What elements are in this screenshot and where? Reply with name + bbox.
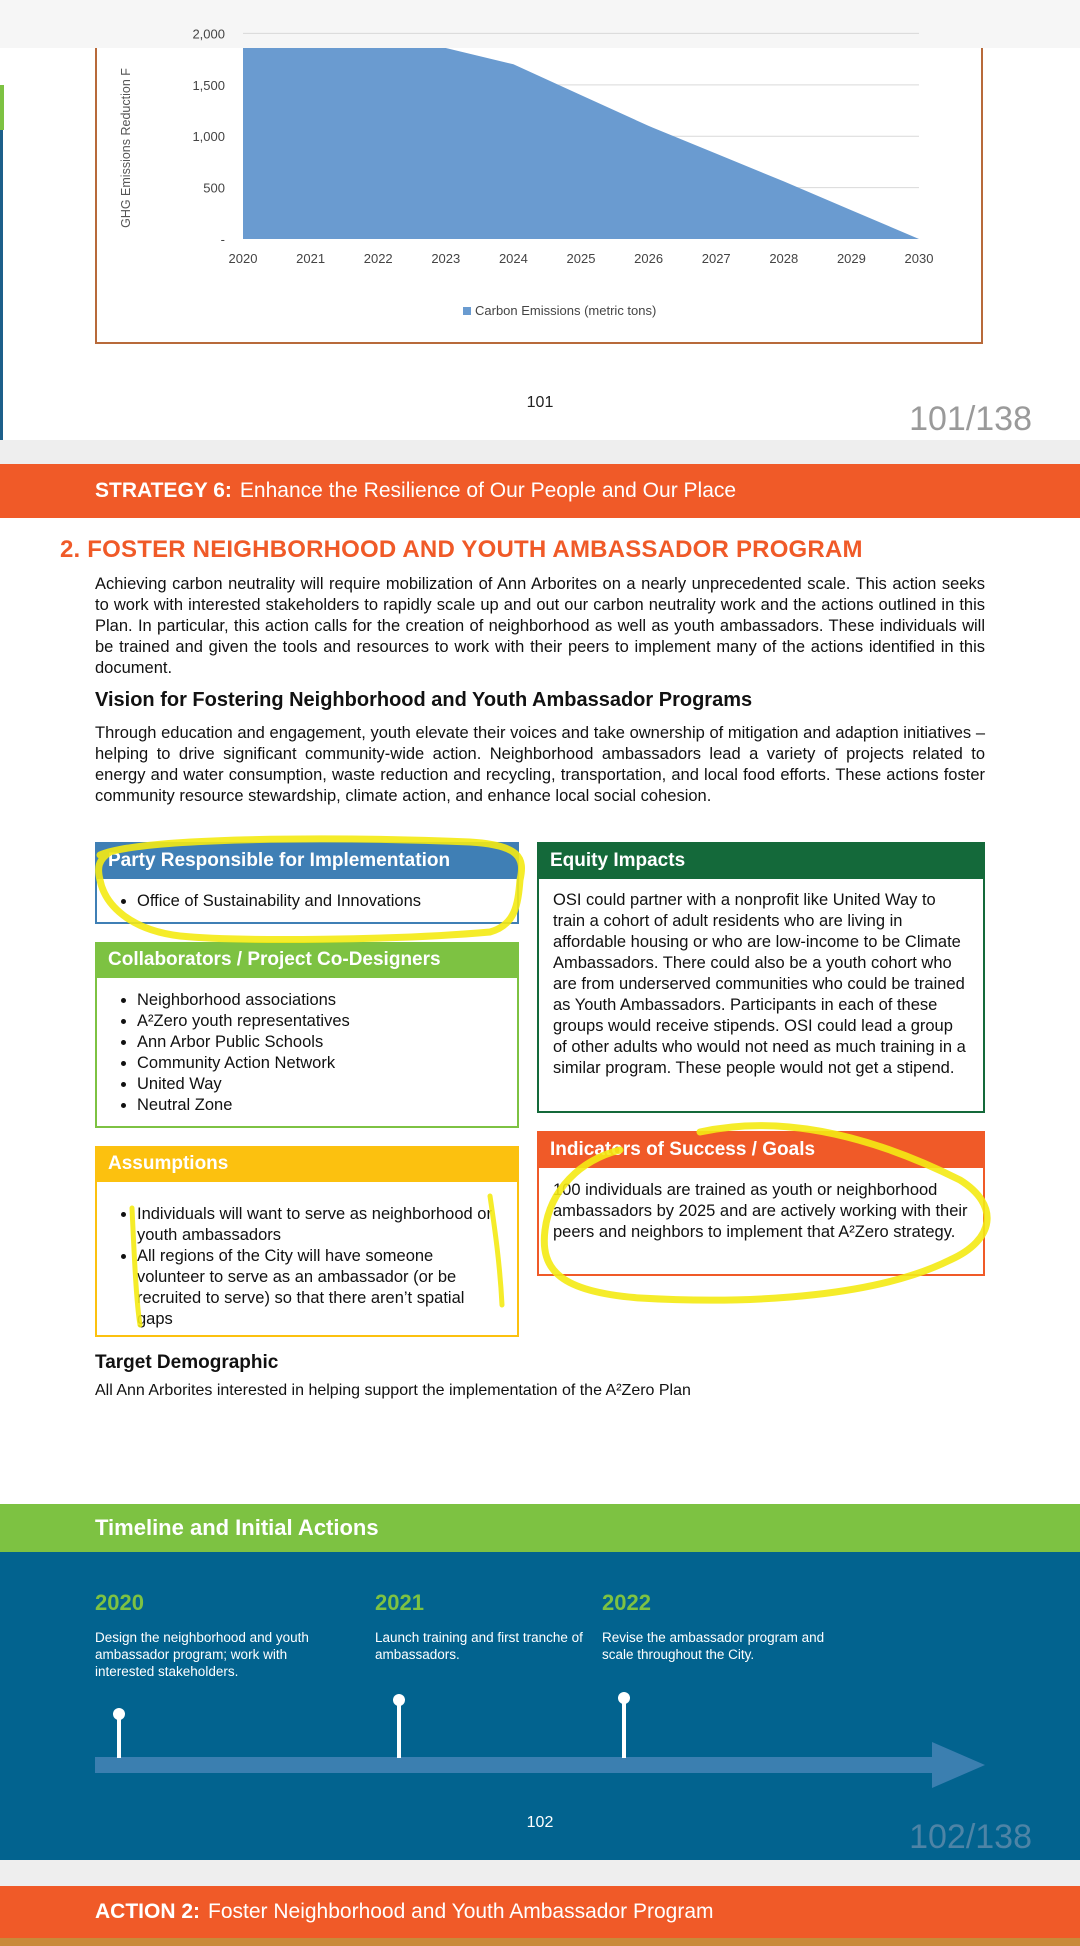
action-band-title: Foster Neighborhood and Youth Ambassador Program [208,1900,714,1923]
reader-top-bar [0,0,1080,49]
page-gap [0,1860,1080,1886]
milestone-stem [622,1698,626,1758]
intro-paragraph: Achieving carbon neutrality will require mobilization of Ann Arborites on a nearly unprecedented scale. This action seeks to work with interested stakeholders to rapidly scale up and out our carbon neutrality work and the actions outlined in this Plan. In particular, this action calls for the creation of neighborhood as well as youth ambassadors. These individuals will be trained and given the tools and resources to work with their peers to implement many of the actions identified in this document. [95,575,985,677]
equity-impacts-box [537,842,985,1113]
x-tick-label: 2023 [431,251,461,266]
milestone-year: 2022 [602,1590,651,1615]
milestone-desc: Revise the ambassador program and scale throughout the City. [602,1630,825,1662]
x-tick-label: 2021 [296,251,326,266]
y-tick-label: 500 [203,180,225,196]
y-tick-label: 1,500 [192,77,225,93]
series-area [243,48,919,239]
y-tick-label: 1,000 [192,129,225,145]
milestone-desc: Design the neighborhood and youth ambassador program; work with interested stakeholders. [95,1630,309,1679]
assumptions-heading: Assumptions [95,1146,519,1182]
strategy-label: STRATEGY 6: [95,479,232,502]
list-item: • A²Zero youth representatives [137,1011,517,1032]
strategy-band [0,464,1080,518]
list-item: • All regions of the City will have someone volunteer to serve as an ambassador (or be recruited to serve) so that there aren’t spatial gaps [137,1246,495,1330]
list-item: • Office of Sustainability and Innovations [137,891,517,912]
y-tick-label: 2,000 [192,26,225,42]
timeline-panel [0,1552,1080,1860]
milestone-year: 2021 [375,1590,424,1615]
x-tick-label: 2022 [363,251,393,266]
list-item: • Ann Arbor Public Schools [137,1032,517,1053]
list-item: • United Way [137,1074,517,1095]
milestone-year: 2020 [95,1590,144,1615]
equity-impacts-heading: Equity Impacts [537,842,985,879]
indicators-heading: Indicators of Success / Goals [537,1131,985,1168]
party-responsible-heading: Party Responsible for Implementation [95,842,519,879]
y-tick-label: - [220,232,225,247]
milestone-dot [618,1692,630,1704]
vision-heading: Vision for Fostering Neighborhood and Youth Ambassador Programs [95,689,753,711]
emissions-chart-svg [97,26,985,344]
list-item: • Individuals will want to serve as neighborhood or youth ambassadors [137,1204,495,1246]
list-item: • Neighborhood associations [137,990,517,1011]
target-text: All Ann Arborites interested in helping support the implementation of the A²Zero Plan [95,1382,691,1399]
page-number: 101 [526,394,554,411]
emissions-chart [95,26,983,344]
timeline-bar [95,1757,935,1773]
milestone-dot [393,1694,405,1706]
timeline-arrow-head [932,1742,985,1788]
page-edge-accent [0,85,4,130]
vision-paragraph: Through education and engagement, youth elevate their voices and take ownership of mitigation and adaption initiatives – helping to drive significant community-wide action. Neighborhood ambassadors lead a variety of projects related to energy and water consumption, waste reduction and recycling, transportation, and local food efforts. These actions foster community resource stewardship, climate action, and enhance local social cohesion. [95,724,985,805]
collaborators-heading: Collaborators / Project Co-Designers [95,942,519,978]
equity-text: OSI could partner with a nonprofit like United Way to train a cohort of adult residents who are living in affordable housing or who are low-income to be Climate Ambassadors. There could also be a youth cohort who are from underserved communities who could be trained as Youth Ambassadors. Participants in each of these groups would receive stipends. OSI could lead a group of other adults who would not need as much training in a similar program. These people would not get a stipend. [553,891,966,1077]
target-heading: Target Demographic [95,1352,279,1373]
milestone-desc: Launch training and first tranche of ambassadors. [375,1630,583,1662]
legend-swatch [463,307,471,315]
action-band [0,1886,1080,1938]
x-tick-label: 2029 [836,251,866,266]
x-tick-label: 2025 [566,251,596,266]
x-tick-label: 2026 [634,251,664,266]
indicators-text: 100 individuals are trained as youth or neighborhood ambassadors by 2025 and are actively working with their peers and neighbors to implement that A²Zero strategy. [553,1181,968,1241]
page-edge [0,1938,1080,1946]
page-number: 102 [526,1814,554,1831]
page-gap [0,440,1080,464]
list-item: • Neutral Zone [137,1095,517,1116]
x-tick-label: 2024 [498,251,528,266]
action-label: ACTION 2: [95,1900,200,1923]
page-counter: 101/138 [909,400,1032,438]
milestone-dot [113,1708,125,1720]
strategy-title: Enhance the Resilience of Our People and Our Place [239,479,737,502]
page-counter: 102/138 [909,1818,1032,1856]
milestone-stem [117,1714,121,1758]
x-tick-label: 2030 [904,251,934,266]
page-edge-accent [0,130,3,440]
x-tick-label: 2027 [701,251,731,266]
action-title: 2. FOSTER NEIGHBORHOOD AND YOUTH AMBASSADOR PROGRAM [60,536,863,563]
legend-label: Carbon Emissions (metric tons) [475,303,657,318]
list-item: • Community Action Network [137,1053,517,1074]
timeline-heading: Timeline and Initial Actions [0,1504,1080,1552]
x-tick-label: 2028 [769,251,799,266]
milestone-stem [397,1700,401,1758]
x-tick-label: 2020 [228,251,258,266]
y-axis-label: GHG Emissions Reduction F [119,68,133,228]
